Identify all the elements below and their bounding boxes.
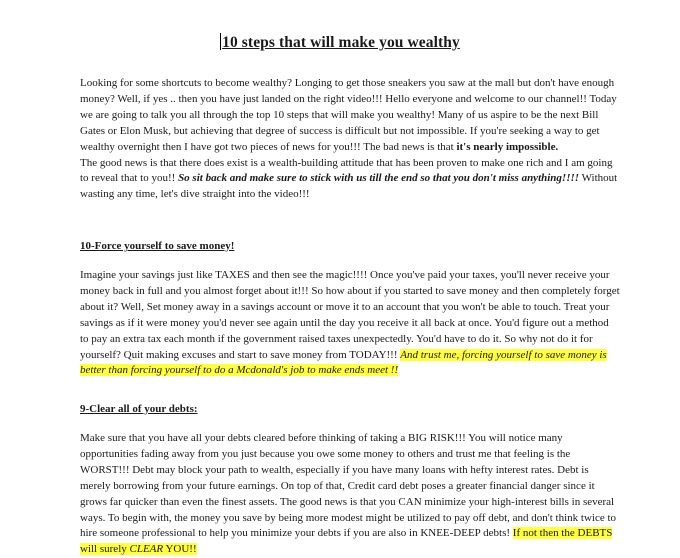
section-9-body: Make sure that you have all your debts cleared before thinking of taking a BIG RISK!!! You will notice many opportunities fading away from you just because you owe some money to others and trust me that feeling is the WORST!!! Debt may block your path to wealth, especially if you have many loans with hefty interest rates. Debt is merely borrowing from your future earnings. On top of that, Credit card debt poses a greater financial danger since it grows far quicker than even the finest assets. The good news is that you CAN minimize your high-interest bills in several ways. To begin with, the money you save by being more modest might be utilized to pay off debt, and don't think twice to hire someone professional to help you minimize your debts if you are also in KNEE-DEEP debts! If not then the DEBTS will surely CLEAR YOU!! (80, 432, 617, 556)
section-9-heading: 9-Clear all of your debts: (80, 403, 198, 415)
section-10-heading: 10-Force yourself to save money! (80, 240, 235, 252)
section-10-body: Imagine your savings just like TAXES and then see the magic!!!! Once you've paid your taxes, you'll never receive your money back in full and you almost forget about it!!! So how about if you started to save money and then completely forget about it? Well, Set money away in a savings account or move it to an account that you won't be able to touch. Treat your savings as if it were money you'd never see again until the day you receive it all back at once. You'd figure out a method to pay an extra tax each month if the government raised taxes unexpectedly. You'd have to do it. So why not do it for yourself? Quit making excuses and start to save money from TODAY!!! And trust me, forcing yourself to save money is better than forcing yourself to do a Mcdonald's job to make ends meet !! (80, 269, 620, 377)
document-title: 10 steps that will make you wealthy (222, 34, 460, 51)
intro-paragraph: Looking for some shortcuts to become wealthy? Longing to get those sneakers you saw at the mall but don't have enough money? Well, if yes .. then you have just landed on the right video!!! Hello everyone and welcome to our channel!! Today we are going to talk you all through the top 10 steps that will make you wealthy! Many of us aspire to be the next Bill Gates or Elon Musk, but achieving that degree of success is difficult but not impossible. If you're seeking a way to get wealthy overnight then I have got two pieces of news for you!!! The bad news is that it's nearly impossible. The good news is that there does exist is a wealth-building attitude that has been proven to make one rich and I am going to reveal that to you!! So sit back and make sure to stick with us till the end so that you don't miss anything!!!! Without wasting any time, let's dive straight into the video!!! (80, 77, 618, 201)
emphasis-bold-italic: So sit back and make sure to stick with us till the end so that you don't miss anything!!!! (178, 172, 580, 185)
emphasis-bold: it's nearly impossible. (456, 140, 559, 153)
text-cursor (220, 33, 221, 50)
highlighted-text: If not then the DEBTS will surely CLEAR YOU!! (80, 527, 613, 556)
highlighted-text: And trust me, forcing yourself to save money is better than forcing yourself to do a Mcdonald's job to make ends meet !! (80, 348, 607, 377)
